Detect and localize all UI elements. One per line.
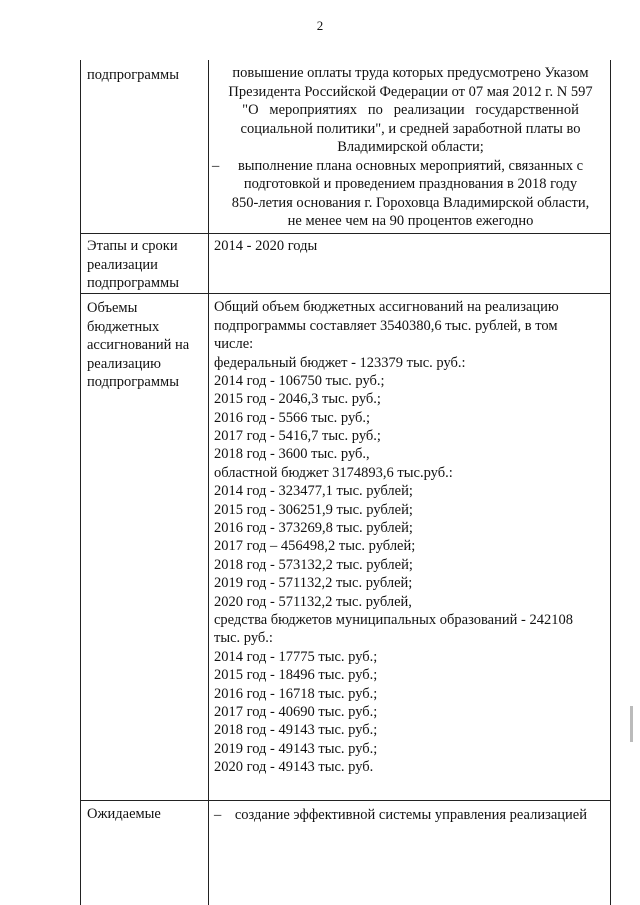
row1-bullet bbox=[214, 157, 607, 231]
row-divider bbox=[81, 800, 610, 801]
row1-label: подпрограммы bbox=[87, 67, 179, 83]
federal-year-line: 2017 год - 5416,7 тыс. руб.; bbox=[214, 428, 381, 445]
row-divider bbox=[81, 293, 610, 294]
page-number: 2 bbox=[316, 18, 324, 33]
column-divider bbox=[208, 60, 209, 905]
row2-value: 2014 - 2020 годы bbox=[214, 238, 318, 254]
dash-marker: – bbox=[214, 807, 222, 823]
scan-artifact bbox=[630, 706, 633, 742]
row1-line-2: Президента Российской Федерации от 07 мая 2012 г. N 597 bbox=[228, 83, 593, 100]
passport-table bbox=[80, 60, 611, 905]
row1-line-5: Владимирской области; bbox=[337, 139, 484, 155]
row1-line-9: не менее чем на 90 процентов ежегодно bbox=[287, 213, 534, 229]
municipal-year-line: 2019 год - 49143 тыс. руб.; bbox=[214, 740, 378, 757]
row3-content bbox=[214, 298, 607, 776]
row2-label bbox=[87, 237, 205, 293]
municipal-year-line: 2016 год - 16718 тыс. руб.; bbox=[214, 685, 378, 702]
financing-intro-line: подпрограммы составляет 3540380,6 тыс. рублей, в том bbox=[214, 317, 558, 334]
regional-year-line: 2016 год - 373269,8 тыс. рублей; bbox=[214, 520, 413, 537]
municipal-budget-title-cont: тыс. руб.: bbox=[214, 630, 273, 647]
row1-content bbox=[214, 64, 607, 231]
regional-year-line: 2020 год - 571132,2 тыс. рублей, bbox=[214, 593, 412, 610]
financing-intro-line: числе: bbox=[214, 336, 254, 352]
row3-label bbox=[87, 299, 205, 392]
row3-label-line: бюджетных bbox=[87, 318, 160, 335]
municipal-year-line: 2018 год - 49143 тыс. руб.; bbox=[214, 722, 378, 739]
row1-line-6: выполнение плана основных мероприятий, связанных с bbox=[237, 157, 584, 174]
row1-line-4: социальной политики", и средней заработной платы во bbox=[240, 120, 581, 137]
dash-marker: – bbox=[212, 157, 220, 174]
row3-label-line: реализацию bbox=[87, 355, 161, 372]
row3-label-line: Объемы bbox=[87, 300, 138, 316]
row4-label: Ожидаемые bbox=[87, 806, 161, 822]
regional-year-line: 2014 год - 323477,1 тыс. рублей; bbox=[214, 483, 413, 500]
municipal-budget-title: средства бюджетов муниципальных образований - 242108 bbox=[214, 611, 573, 628]
row4-value: создание эффективной системы управления реализацией bbox=[234, 807, 587, 823]
federal-year-line: 2014 год - 106750 тыс. руб.; bbox=[214, 372, 385, 389]
financing-intro-line: Общий объем бюджетных ассигнований на реализацию bbox=[214, 299, 559, 315]
row2-label-line: подпрограммы bbox=[87, 275, 179, 291]
federal-year-line: 2016 год - 5566 тыс. руб.; bbox=[214, 409, 371, 426]
row3-label-line: подпрограммы bbox=[87, 374, 179, 390]
row1-line-8: 850-летия основания г. Гороховца Владимирской области, bbox=[231, 194, 590, 211]
regional-budget-title: областной бюджет 3174893,6 тыс.руб.: bbox=[214, 464, 453, 481]
row2-label-line: реализации bbox=[87, 256, 158, 273]
regional-year-line: 2015 год - 306251,9 тыс. рублей; bbox=[214, 501, 413, 518]
municipal-year-line: 2015 год - 18496 тыс. руб.; bbox=[214, 667, 378, 684]
row-divider bbox=[81, 233, 610, 234]
federal-year-line: 2018 год - 3600 тыс. руб., bbox=[214, 446, 370, 463]
federal-year-line: 2015 год - 2046,3 тыс. руб.; bbox=[214, 391, 381, 408]
row1-line-1: повышение оплаты труда которых предусмотрено Указом bbox=[232, 65, 589, 81]
regional-year-line: 2018 год - 573132,2 тыс. рублей; bbox=[214, 556, 413, 573]
municipal-year-line: 2014 год - 17775 тыс. руб.; bbox=[214, 648, 378, 665]
federal-budget-title: федеральный бюджет - 123379 тыс. руб.: bbox=[214, 354, 466, 371]
row3-label-line: ассигнований на bbox=[87, 337, 190, 353]
row1-line-7: подготовкой и проведением празднования в 2018 году bbox=[243, 176, 578, 192]
row4-content bbox=[214, 806, 607, 825]
regional-year-line: 2019 год - 571132,2 тыс. рублей; bbox=[214, 575, 413, 592]
municipal-year-line: 2017 год - 40690 тыс. руб.; bbox=[214, 703, 378, 720]
regional-year-line: 2017 год – 456498,2 тыс. рублей; bbox=[214, 538, 416, 555]
municipal-year-line: 2020 год - 49143 тыс. руб. bbox=[214, 759, 374, 776]
row2-label-line: Этапы и сроки bbox=[87, 238, 178, 254]
row1-line-3: "О мероприятиях по реализации государственной bbox=[242, 102, 579, 118]
